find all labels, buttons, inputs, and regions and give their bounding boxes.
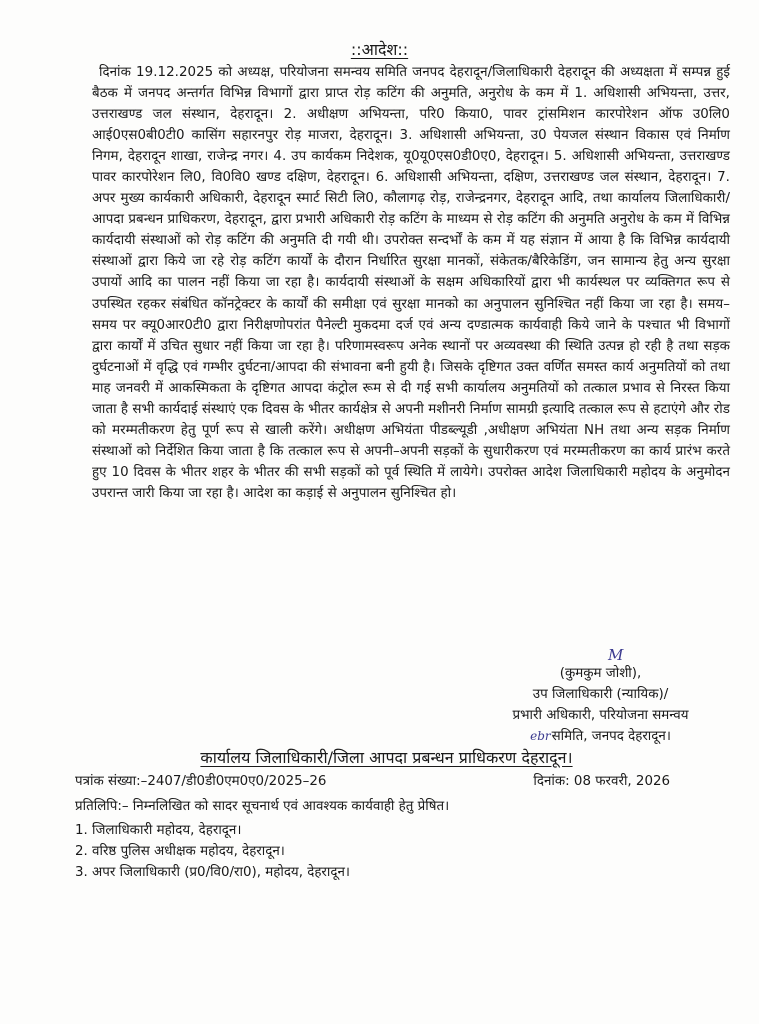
signatory-designation-3: समिति, जनपद देहरादून।: [551, 729, 671, 744]
signatory-designation-1: उप जिलाधिकारी (न्यायिक)/: [532, 687, 669, 702]
order-title: [0, 38, 759, 60]
reference-row: [75, 771, 670, 789]
signature-block: [468, 646, 733, 747]
reference-number: पत्रांक संख्या:–2407/डी0डी0एम0ए0/2025–26: [75, 774, 327, 789]
issue-date: दिनांक: 08 फरवरी, 2026: [533, 774, 670, 789]
order-body-paragraph: दिनांक 19.12.2025 को अध्यक्ष, परियोजना समन्वय समिति जनपद देहरादून/जिलाधिकारी देहरादून की अध्यक्षता में सम्पन्न हुई बैठक में जनपद अन्तर्गत विभिन्न विभागों द्वारा प्राप्त रोड़ कटिंग की अनुमति, अनुरोध के कम में 1. अधिशासी अभियन्ता, उत्तर, उत्तराखण्ड जल संस्थान, देहरादून। 2. अधीक्षण अभियन्ता, परि0 किया0, पावर ट्रांसमिशन कारपोरेशन ऑफ उ0लि0 आई0एस0बी0टी0 कासिंग सहारनपुर रोड़ माजरा, देहरादून। 3. अधिशासी अभियन्ता, उ0 पेयजल संस्थान विकास एवं निर्माण निगम, देहरादून शाखा, राजेन्द्र नगर। 4. उप कार्यकम निदेशक, यू0यू0एस0डी0ए0, देहरादून। 5. अधिशासी अभियन्ता, उत्तराखण्ड पावर कारपोरेशन लि0, वि0वि0 खण्ड दक्षिण, देहरादून। 6. अधिशासी अभियन्ता, दक्षिण, उत्तराखण्ड जल संस्थान, देहरादून। 7. अपर मुख्य कार्यकारी अधिकारी, देहरादून स्मार्ट सिटी लि0, कौलागढ़ रोड़, राजेन्द्रनगर, देहरादून आदि, तथा कार्यालय जिलाधिकारी/आपदा प्रबन्धन प्राधिकरण, देहरादून, द्वारा प्रभारी अधिकारी रोड़ कटिंग के माध्यम से रोड़ कटिंग की अनुमति अनुरोध के कम में विभिन्न कार्यदायी संस्थाओं को रोड़ कटिंग की अनुमति दी गयी थी। उपरोक्त सन्दर्भों के कम में यह संज्ञान में आया है कि विभिन्न कार्यदायी संस्थाओं द्वारा किये जा रहे रोड़ कटिंग कार्यों के दौरान निर्धारित सुरक्षा मानकों, संकेतक/बैरिकेडिंग, जन सामान्य हेतु अन्य सुरक्षा उपायों आदि का पालन नहीं किया जा रहा है। कार्यदायी संस्थाओं के सक्षम अधिकारियों द्वारा भी कार्यस्थल पर व्यक्तिगत रूप से उपस्थित रहकर संबंधित कॉनट्रेक्टर के कार्यों की समीक्षा एवं सुरक्षा मानको का अनुपालन सुनिश्चित नहीं किया जा रहा है। समय–समय पर क्यू0आर0टी0 द्वारा निरीक्षणोपरांत पैनेल्टी मुकदमा दर्ज एवं अन्य दण्डात्मक कार्यवाही किये जाने के पश्चात भी विभागों द्वारा कार्यों में उचित सुधार नहीं किया जा रहा है। परिणामस्वरूप अनेक स्थानों पर अव्यवस्था की स्थिति उत्पन्न हो रही है तथा सड़क दुर्घटनाओं में वृद्धि एवं गम्भीर दुर्घटना/आपदा की संभावना बनी हुयी है। जिसके दृष्टिगत उक्त वर्णित समस्त कार्य अनुमतियों को तथा माह जनवरी में आकस्मिकता के दृष्टिगत आपदा कंट्रोल रूम से दी गई सभी कार्यालय अनुमतियों को तत्काल प्रभाव से निरस्त किया जाता है सभी कार्यदाई संस्थाएं एक दिवस के भीतर कार्यक्षेत्र से अपनी मशीनरी निर्माण सामग्री इत्यादि तत्काल रूप से हटाएंगे और रोड को मरम्मतीकरण हेतु पूर्ण रूप से खाली करेंगे। अधीक्षण अभियंता पीडब्ल्यूडी ,अधीक्षण अभियंता NH तथा अन्य सड़क निर्माण संस्थाओं को निर्देशित किया जाता है कि तत्काल रूप से अपनी–अपनी सड़कों के सुधारीकरण एवं मरम्मतीकरण का कार्य प्रारंभ करते हुए 10 दिवस के भीतर शहर के भीतर की सभी सड़कों को पूर्व स्थिति में लायेगे। उपरोक्त आदेश जिलाधिकारी महोदय के अनुमोदन उपरान्त जारी किया जा रहा है। आदेश का कड़ाई से अनुपालन सुनिश्चित हो।: [92, 65, 730, 501]
handwritten-signature-icon: M: [608, 646, 624, 664]
copy-to-heading: प्रतिलिपि:– निम्नलिखित को सादर सूचनार्थ एवं आवश्यक कार्यवाही हेतु प्रेषित।: [75, 799, 450, 814]
signatory-designation-2: प्रभारी अधिकारी, परियोजना समन्वय: [512, 708, 689, 723]
handwritten-initials-icon: ebr: [530, 729, 551, 743]
signatory-name: (कुमकुम जोशी),: [559, 666, 642, 681]
copy-recipient: 3. अपर जिलाधिकारी (प्र0/वि0/रा0), महोदय, देहरादून।: [75, 865, 350, 880]
office-heading: [0, 746, 759, 768]
copy-recipient: 2. वरिष्ठ पुलिस अधीक्षक महोदय, देहरादून।: [75, 844, 285, 859]
office-heading-text: कार्यालय जिलाधिकारी/जिला आपदा प्रबन्धन प्राधिकरण देहरादून।: [200, 748, 573, 767]
copy-to-list: [75, 820, 350, 883]
copy-recipient: 1. जिलाधिकारी महोदय, देहरादून।: [75, 823, 242, 838]
signatory-designation-3-line: [468, 726, 733, 747]
order-title-text: ::आदेश::: [350, 40, 409, 59]
signatory-name-line: [468, 646, 733, 684]
